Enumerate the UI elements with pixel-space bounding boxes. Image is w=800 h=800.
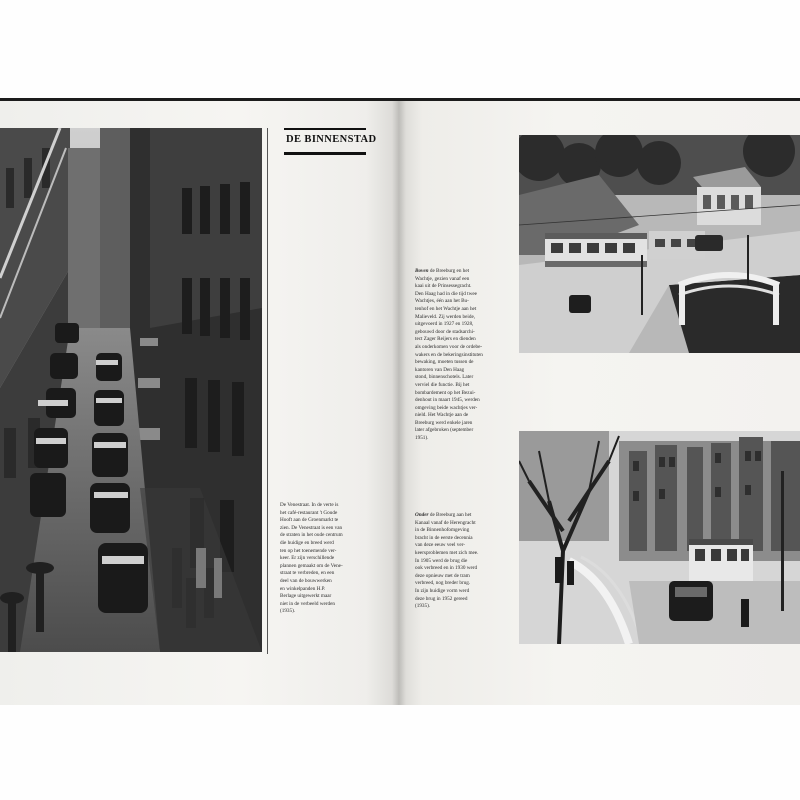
caption-line: 1951). xyxy=(415,435,429,442)
caption-line: (1935). xyxy=(280,608,296,615)
column-rule xyxy=(267,128,268,654)
caption-line: ook verbreed en in 1930 werd xyxy=(415,565,478,572)
bridge-photo-top-image xyxy=(519,135,800,353)
caption-line: deze brug in 1952 gereed xyxy=(415,595,468,602)
section-title: DE BINNENSTAD xyxy=(286,134,377,145)
header-rule-top xyxy=(284,128,366,130)
caption-line: uitgevoerd in 1927 en 1928, xyxy=(415,321,474,328)
street-photo xyxy=(0,128,262,652)
caption-line: het café-restaurant 't Goude xyxy=(280,509,338,516)
caption-line: ten op het toenemende ver- xyxy=(280,547,337,554)
caption-line: In zijn huidige vorm werd xyxy=(415,587,470,594)
caption-line: zien. De Venestraat is een van xyxy=(280,524,343,531)
caption-line: die huidige en breed werd xyxy=(280,539,334,546)
caption-line: gebouwd door de stadsarchi- xyxy=(415,328,475,335)
caption-line: van deze eeuw veel ver- xyxy=(415,542,466,549)
caption-line: wakers en de bekeringsinstituten xyxy=(415,351,483,358)
header-rule-bottom xyxy=(284,152,366,155)
caption-line: plannen gemaakt om de Vene- xyxy=(280,562,343,569)
caption-line: In 1905 werd de brug die xyxy=(415,557,468,564)
caption-line: (1935). xyxy=(415,603,431,610)
caption-line: De Venestraat. In de verte is xyxy=(280,502,339,508)
caption-line: deze opnieuw met de tram xyxy=(415,572,470,579)
book-gutter xyxy=(392,101,406,705)
caption-line: tenhof en het Wachtje aan het xyxy=(415,305,477,312)
caption-line: Den Haag had in die tijd twee xyxy=(415,290,477,297)
caption-line: tect Zager Reijers en dienden xyxy=(415,336,476,343)
section-header xyxy=(284,128,377,158)
caption-line: verbreed, nog breder brug. xyxy=(415,580,471,587)
caption-lead-bottom: Onder xyxy=(415,512,429,518)
caption-line: niet in de verbeeld werden xyxy=(280,600,336,607)
caption-line: en winkelpanden H.P. xyxy=(280,585,326,592)
caption-line: Onder de Breeburg aan het xyxy=(415,512,472,518)
caption-line: straat te verbreden, en een xyxy=(280,570,335,577)
caption-line: Wachtje, gezien vanaf een xyxy=(415,275,470,282)
caption-line: stond, binnenschotels. Later xyxy=(415,374,474,381)
caption-line: Wachtjes, één aan het Bu- xyxy=(415,298,469,305)
caption-line: later afgebroken (september xyxy=(415,427,474,434)
caption-line: Berlage uitgewerkt maar xyxy=(280,593,332,600)
caption-line: Hooft aan de Groenmarkt te xyxy=(280,517,339,524)
caption-line: Boven de Breeburg en het xyxy=(415,268,470,274)
caption-line: denhout in maart 1945, werden xyxy=(415,397,480,404)
caption-line: keersproblemen met zich mee. xyxy=(415,549,479,556)
caption-line: de straten in het oude centrum xyxy=(280,532,343,539)
caption-line: keer. Er zijn verschillende xyxy=(280,555,335,562)
caption-line: Kanaal vanaf de Herengracht xyxy=(415,519,476,526)
caption-line: deel van de bouwwerken xyxy=(280,577,332,584)
caption-line: verviel die functie. Bij het xyxy=(415,381,470,388)
bottom-photo-caption xyxy=(415,512,501,611)
caption-line: kantoren van Den Haag xyxy=(415,366,465,373)
caption-lead-top: Boven xyxy=(415,268,429,274)
top-photo-caption xyxy=(415,268,501,443)
caption-line: omgeving beide wachtjes ver- xyxy=(415,404,478,411)
bridge-photo-top xyxy=(519,135,800,353)
bridge-photo-bottom xyxy=(519,431,800,644)
caption-line: bombardement op het Bezui- xyxy=(415,389,476,396)
street-photo-image xyxy=(0,128,262,652)
caption-line: Malieveld. Zij werden beide, xyxy=(415,313,476,320)
left-photo-caption xyxy=(280,502,366,616)
caption-line: Breeburg werd enkele jaren xyxy=(415,419,473,426)
caption-line: als onderkomen voor de ordebe- xyxy=(415,343,483,350)
caption-line: in de Binnenhofomgeving xyxy=(415,527,470,534)
caption-line: kaai uit de Prinsessegracht. xyxy=(415,283,472,290)
caption-line: nield. Het Wachtje aan de xyxy=(415,412,469,419)
bridge-photo-bottom-image xyxy=(519,431,800,644)
caption-line: bewaking, moeten tussen de xyxy=(415,359,474,366)
caption-line: bracht in de eerste decennia xyxy=(415,534,473,541)
